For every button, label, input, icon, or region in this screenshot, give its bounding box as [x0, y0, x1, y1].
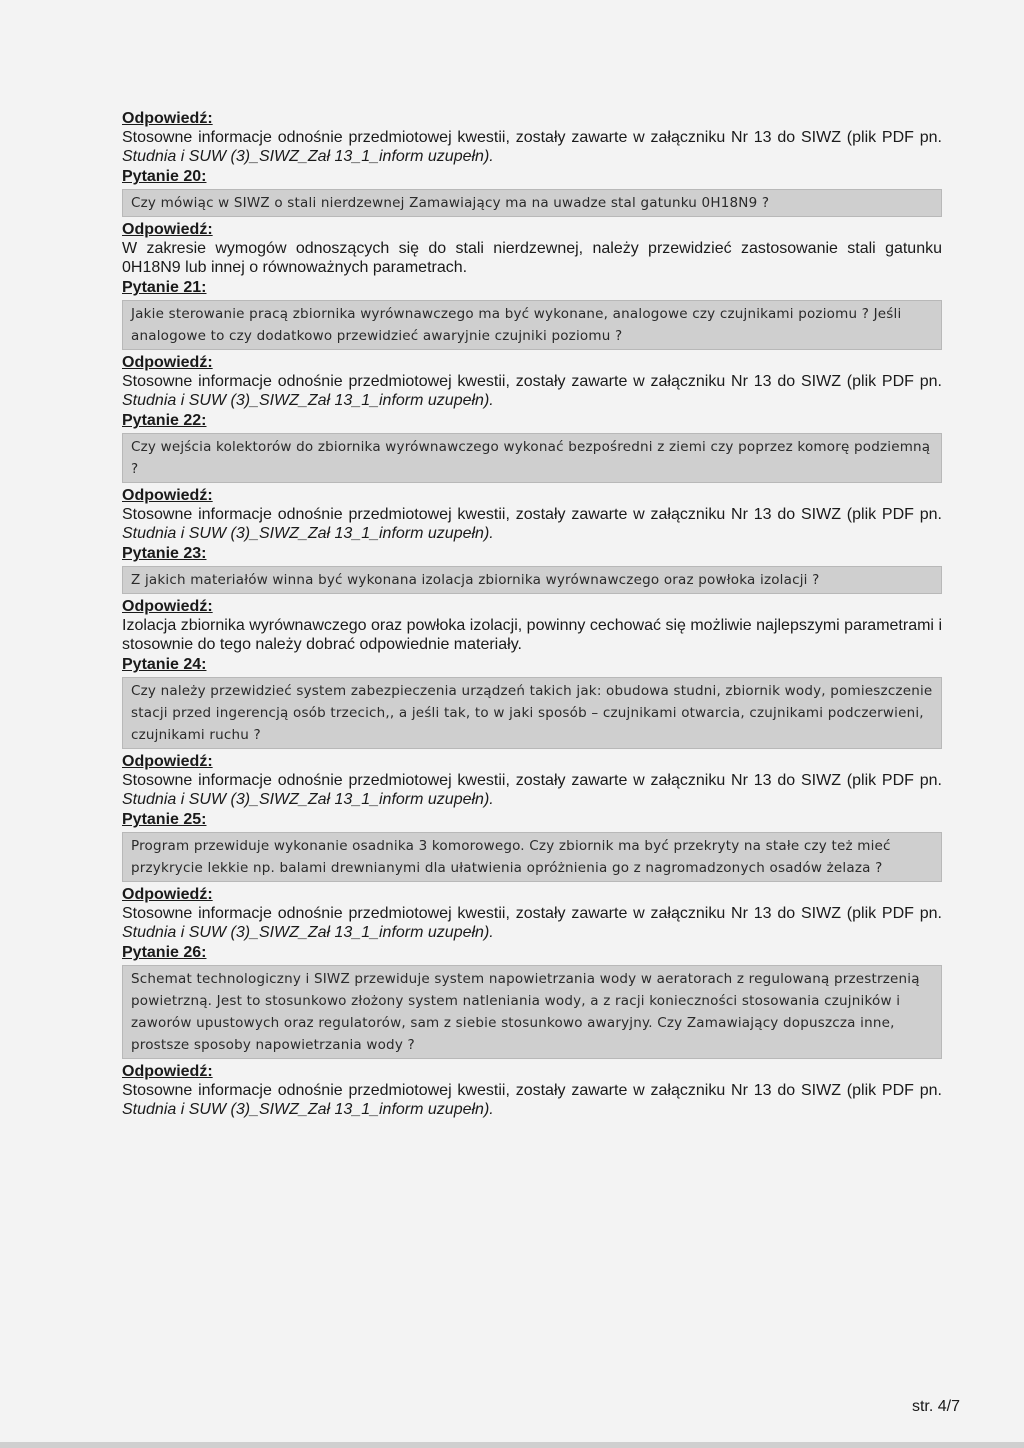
question-text: Schemat technologiczny i SIWZ przewiduje system napowietrzania wody w aeratorach z regulowaną przestrzenią powietrzną. Jest to stosunkowo złożony system natleniania wody, a z racji konieczności stosowania czujników i zaworów upustowych oraz regulatorów, sam z siebie stosunkowo awaryjny. Czy Zamawiający dopuszcza inne, prostsze sposoby napowietrzania wody ?: [122, 965, 942, 1059]
answer-body: Stosowne informacje odnośnie przedmiotowej kwestii, zostały zawarte w załączniku Nr 13 do SIWZ (plik PDF pn.: [122, 905, 942, 922]
page-number: str. 4/7: [911, 1398, 960, 1415]
label-row: [122, 412, 942, 430]
question-text: Z jakich materiałów winna być wykonana izolacja zbiornika wyrównawczego oraz powłoka izolacji ?: [122, 566, 942, 594]
question-label: Pytanie 20:: [122, 168, 207, 185]
question-label: Pytanie 24:: [122, 656, 207, 673]
answer-text: [122, 239, 942, 277]
question-label: Pytanie 23:: [122, 545, 207, 562]
label-row: [122, 545, 942, 563]
answer-text: [122, 616, 942, 654]
answer-text: [122, 372, 942, 410]
question-text: Czy należy przewidzieć system zabezpieczenia urządzeń takich jak: obudowa studni, zbiornik wody, pomieszczenie stacji przed ingerencją osób trzecich,, a jeśli tak, to w jaki sposób – czujnikami otwarcia, czujnikami podczerwieni, czujnikami ruchu ?: [122, 677, 942, 749]
label-row: [122, 598, 942, 616]
label-row: [122, 221, 942, 239]
question-text: Jakie sterowanie pracą zbiornika wyrównawczego ma być wykonane, analogowe czy czujnikami poziomu ? Jeśli analogowe to czy dodatkowo przewidzieć awaryjnie czujniki poziomu ?: [122, 300, 942, 350]
answer-label: Odpowiedź:: [122, 354, 213, 371]
answer-text: [122, 505, 942, 543]
answer-body: Stosowne informacje odnośnie przedmiotowej kwestii, zostały zawarte w załączniku Nr 13 do SIWZ (plik PDF pn.: [122, 1082, 942, 1099]
label-row: [122, 1063, 942, 1081]
label-row: [122, 354, 942, 372]
answer-label: Odpowiedź:: [122, 110, 213, 127]
scan-edge: [0, 1442, 1024, 1448]
answer-label: Odpowiedź:: [122, 487, 213, 504]
question-text: Czy wejścia kolektorów do zbiornika wyrównawczego wykonać bezpośredni z ziemi czy poprzez komorę podziemną ?: [122, 433, 942, 483]
answer-label: Odpowiedź:: [122, 886, 213, 903]
label-row: [122, 487, 942, 505]
label-row: [122, 811, 942, 829]
label-row: [122, 110, 942, 128]
file-reference: Studnia i SUW (3)_SIWZ_Zał 13_1_inform uzupełn).: [122, 924, 494, 941]
question-label: Pytanie 26:: [122, 944, 207, 961]
answer-body: Izolacja zbiornika wyrównawczego oraz powłoka izolacji, powinny cechować się możliwie najlepszymi parametrami i stosownie do tego należy dobrać odpowiednie materiały.: [122, 617, 942, 653]
document-body: [122, 110, 942, 1121]
answer-label: Odpowiedź:: [122, 753, 213, 770]
question-label: Pytanie 22:: [122, 412, 207, 429]
label-row: [122, 656, 942, 674]
file-reference: Studnia i SUW (3)_SIWZ_Zał 13_1_inform uzupełn).: [122, 148, 494, 165]
label-row: [122, 886, 942, 904]
file-reference: Studnia i SUW (3)_SIWZ_Zał 13_1_inform uzupełn).: [122, 525, 494, 542]
label-row: [122, 753, 942, 771]
answer-text: [122, 904, 942, 942]
label-row: [122, 279, 942, 297]
answer-body: Stosowne informacje odnośnie przedmiotowej kwestii, zostały zawarte w załączniku Nr 13 do SIWZ (plik PDF pn.: [122, 772, 942, 789]
label-row: [122, 168, 942, 186]
question-label: Pytanie 25:: [122, 811, 207, 828]
file-reference: Studnia i SUW (3)_SIWZ_Zał 13_1_inform uzupełn).: [122, 392, 494, 409]
label-row: [122, 944, 942, 962]
answer-label: Odpowiedź:: [122, 598, 213, 615]
answer-body: Stosowne informacje odnośnie przedmiotowej kwestii, zostały zawarte w załączniku Nr 13 do SIWZ (plik PDF pn.: [122, 373, 942, 390]
file-reference: Studnia i SUW (3)_SIWZ_Zał 13_1_inform uzupełn).: [122, 1101, 494, 1118]
answer-text: [122, 1081, 942, 1119]
file-reference: Studnia i SUW (3)_SIWZ_Zał 13_1_inform uzupełn).: [122, 791, 494, 808]
answer-text: [122, 771, 942, 809]
question-text: Czy mówiąc w SIWZ o stali nierdzewnej Zamawiający ma na uwadze stal gatunku 0H18N9 ?: [122, 189, 942, 217]
question-label: Pytanie 21:: [122, 279, 207, 296]
answer-label: Odpowiedź:: [122, 1063, 213, 1080]
question-text: Program przewiduje wykonanie osadnika 3 komorowego. Czy zbiornik ma być przekryty na stałe czy też mieć przykrycie lekkie np. balami drewnianymi dla ułatwienia opróżnienia go z nagromadzonych osadów żelaza ?: [122, 832, 942, 882]
answer-label: Odpowiedź:: [122, 221, 213, 238]
answer-body: Stosowne informacje odnośnie przedmiotowej kwestii, zostały zawarte w załączniku Nr 13 do SIWZ (plik PDF pn.: [122, 129, 942, 146]
answer-text: [122, 128, 942, 166]
answer-body: W zakresie wymogów odnoszących się do stali nierdzewnej, należy przewidzieć zastosowanie stali gatunku 0H18N9 lub innej o równoważnych parametrach.: [122, 240, 942, 276]
answer-body: Stosowne informacje odnośnie przedmiotowej kwestii, zostały zawarte w załączniku Nr 13 do SIWZ (plik PDF pn.: [122, 506, 942, 523]
